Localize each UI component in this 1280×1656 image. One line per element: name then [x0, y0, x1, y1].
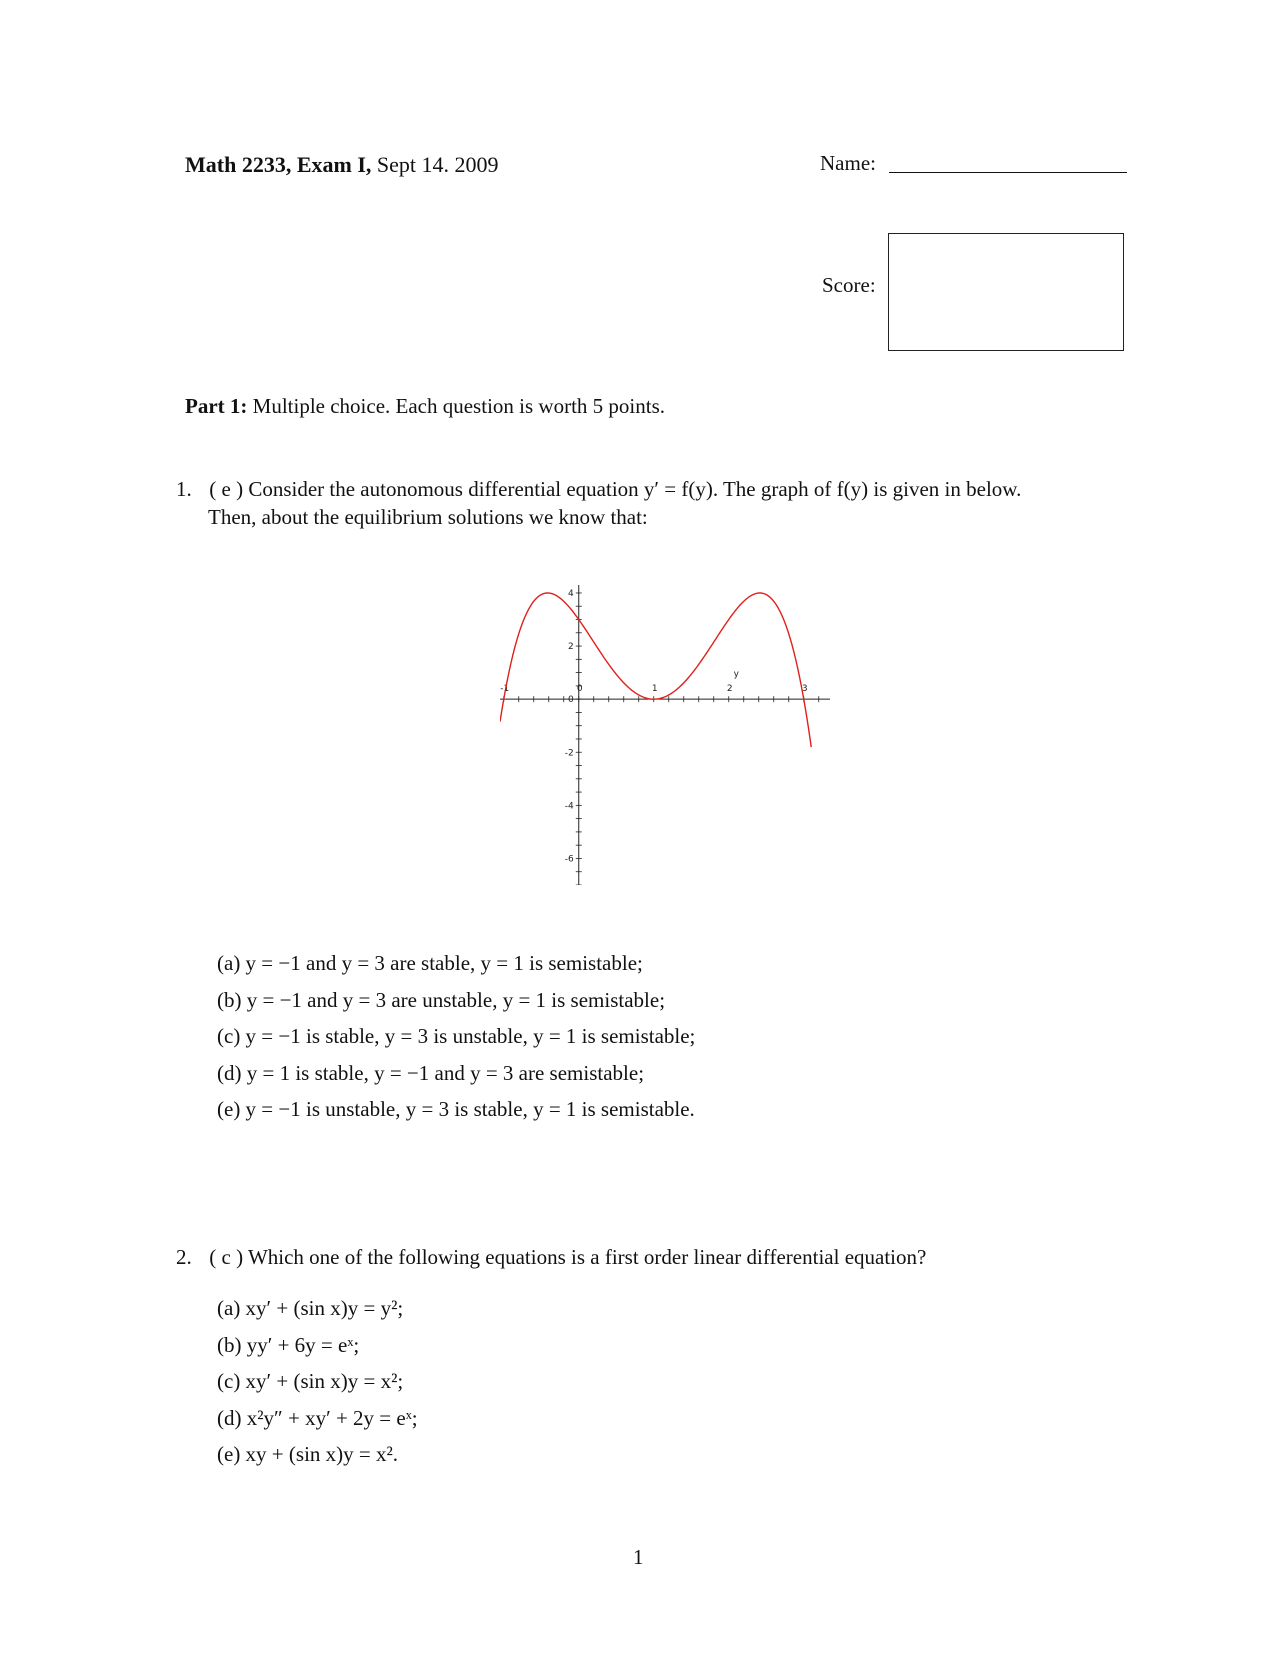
- x-tick-label: 2: [726, 684, 733, 695]
- x-axis-label: y: [733, 669, 739, 680]
- q1-option-a[interactable]: (a) y = −1 and y = 3 are stable, y = 1 is semistable;: [217, 951, 643, 975]
- page-number: 1: [633, 1545, 644, 1569]
- course-title: Math 2233, Exam I,: [185, 152, 372, 177]
- chart-ticks: [504, 593, 819, 885]
- q1-option-d[interactable]: (d) y = 1 is stable, y = −1 and y = 3 are semistable;: [217, 1060, 645, 1085]
- name-label: Name:: [820, 151, 876, 175]
- q2-option-d[interactable]: (d) x²y″ + xy′ + 2y = eˣ;: [217, 1405, 418, 1430]
- x-tick-label: 3: [801, 684, 808, 695]
- question-2-text: Which one of the following equations is a first order linear differential equation?: [247, 1245, 927, 1269]
- q2-option-a[interactable]: (a) xy′ + (sin x)y = y²;: [217, 1296, 404, 1320]
- name-field[interactable]: [889, 172, 1127, 173]
- x-tick-label: 1: [651, 684, 658, 695]
- q1-option-e[interactable]: (e) y = −1 is unstable, y = 3 is stable, y = 1 is semistable.: [217, 1097, 695, 1121]
- chart-tick-labels: [500, 589, 807, 864]
- question-1-options: [217, 945, 695, 1128]
- part-label: Part 1:: [185, 394, 248, 418]
- f-of-y-curve: [500, 593, 811, 747]
- question-1-line1: [176, 475, 1136, 503]
- equilibrium-graph: [500, 585, 830, 885]
- question-1-line2: Then, about the equilibrium solutions we know that:: [208, 505, 648, 529]
- q2-option-c[interactable]: (c) xy′ + (sin x)y = x²;: [217, 1369, 404, 1393]
- question-1-text: Consider the autonomous differential equation y′ = f(y). The graph of f(y) is given in below.: [248, 477, 1022, 501]
- y-tick-label: -4: [564, 801, 574, 812]
- y-tick-label: -6: [564, 854, 574, 865]
- score-box[interactable]: [888, 233, 1124, 351]
- chart-axes: [500, 585, 830, 885]
- question-1: [176, 475, 1136, 531]
- y-tick-label: 4: [568, 588, 574, 599]
- q2-option-e[interactable]: (e) xy + (sin x)y = x².: [217, 1442, 399, 1466]
- exam-date: Sept 14. 2009: [376, 152, 499, 177]
- question-1-number: 1.: [176, 477, 192, 501]
- question-2: [176, 1243, 1136, 1271]
- question-1-answer: ( e ): [209, 477, 244, 501]
- q1-option-c[interactable]: (c) y = −1 is stable, y = 3 is unstable, y = 1 is semistable;: [217, 1024, 696, 1048]
- score-label: Score:: [822, 273, 876, 297]
- question-2-number: 2.: [176, 1245, 192, 1269]
- y-tick-label: -2: [564, 748, 574, 759]
- x-tick-label: 0: [576, 684, 583, 695]
- question-2-options: [217, 1290, 418, 1473]
- question-2-answer: ( c ): [209, 1245, 244, 1269]
- x-tick-label: -1: [500, 684, 510, 695]
- q2-option-b[interactable]: (b) yy′ + 6y = eˣ;: [217, 1332, 360, 1357]
- y-tick-label: 2: [568, 642, 574, 653]
- part-heading: [185, 394, 665, 419]
- y-tick-label: 0: [568, 695, 574, 706]
- q1-option-b[interactable]: (b) y = −1 and y = 3 are unstable, y = 1 is semistable;: [217, 987, 666, 1012]
- exam-title: [185, 152, 499, 178]
- part-instructions: Multiple choice. Each question is worth 5 points.: [252, 394, 665, 418]
